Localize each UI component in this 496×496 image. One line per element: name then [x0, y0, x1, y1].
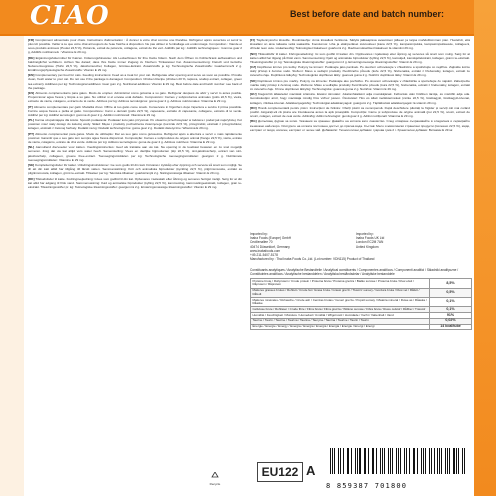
best-before-label: Best before date and batch number:	[290, 9, 445, 19]
language-text: Karma uzupełniająca dla kotów. Sposób podawania: Podawać kotu jako przysmak. Po otwarciu przechowywać w lodówce i podać jak najszybciej. Kot powinien mieć stały dostęp do świeżej wody. Skład: Mięso i produkty pochodzenia zwierzęcego (kurczak 22,5 %), przegrzebki, ekstrakt z przegrzebków, kolagen, ekstrakt z zielonej herbaty. Dodatki na kg: Dodatki technologiczne: guma guar 2 g. Dodatki dietetyczne: Witamina E 29 mg.	[28, 118, 242, 131]
multilingual-text-left	[28, 38, 242, 478]
manufacturer-line: Manufactured by : Thai Inaba Foods Co.,Ltd. (Lot number: VDN115) Product of Thailand	[250, 257, 375, 262]
eu-code-box: EU122	[257, 462, 303, 482]
barcode-bar	[368, 448, 369, 474]
barcode-bar	[441, 448, 442, 474]
nutrient-label: Matières minérales / Rohasche / Crude ash / Cenizas brutas / Ceneri grezze / Popiół surowy / Matéria mineral / Ruwe as / Råaska / Råaske	[251, 297, 430, 306]
language-text: Complementary pet food for cats. Feeding instructions: Feed as a treat for your cat. Refrigerate after opening and serve as soon as possible. Provide clean, fresh water to your cat. Do not use if the package is damaged. Composition: Chicken Recipe (chicken 20 %, tapioca, scallop extract, collagen, green tea extract). Additives per kg: Technological additives: Guar gum 2 g. Nutritional additives: Vitamin E 29 mg. Best before date and batch number: see back of the package.	[28, 73, 242, 90]
language-text: Täydennysrehu kissoille. Ruokintaohje: Anna kissallesi herkkuna. Säilytä jääkaapissa avaamisen jälkeen ja tarjoa mahdollisimman pian. Huolehdi, että kissallasi on aina raikasta vettä saatavilla. Koostumus: Liha ja eläinperäiset sivutuotteet (kana 22,5 %), kampasimpukka, kampasimpukkauute, kollageeni, vihreän teen uute. Lisäaineet/kg: Teknologiset lisäaineet: guarkumi 2 g. Ravitsemukselliset lisäaineet: E-vitamiini 29 mg.	[250, 38, 470, 51]
nutrient-value: 0,1%	[430, 307, 472, 313]
language-code: [FI]	[250, 38, 257, 42]
language-paragraph	[250, 79, 470, 91]
address-line: www.inabafoods.com	[250, 248, 281, 253]
nutrient-value: 8,5%	[430, 279, 472, 288]
language-code: [IT]	[28, 104, 34, 109]
nutrition-row	[251, 297, 472, 306]
language-paragraph	[28, 91, 242, 103]
language-text: Alimento complementare per gatti. Modalità d'uso: Offrire al tuo gatto come snack. Conservare in frigorifero dopo l'apertura e servire il prima possibile. Fornire acqua fresca e pulita al gatto. Composizione: Carni e derivati (pollo 22,5 %), capesante, estratto di capesante, collagene, estratto di tè verde. Additivi per kg: Additivi tecnologici: gomma di guar 2 g. Additivi nutrizionali: Vitamina E 29 mg.	[28, 104, 242, 117]
language-text: Допълващ фураж за котки. Указания за хранене: Давайте на котката като лакомство. След отваряне съхранявайте в хладилник и сервирайте възможно най-скоро. Осигурете на котката постоянен достъп до прясна вода. Състав: Месо и животински странични продукти (пилешко 22,5 %), миди, екстракт от миди, колаген, екстракт от зелен чай. Добавки/кг: Технологични добавки: гуарова гума 2 г. Хранителни добавки: Витамин Е 29 мг.	[250, 119, 470, 132]
language-paragraph	[250, 52, 470, 64]
nutrition-intro: Constituants analytiques / Analytische Bestandteile / Analytical constituents / Componentes analíticos / Componenti analitici / Składniki analityczne / Constituintes analíticos / Analytische bestanddelen / Analytiska beståndsdelar / Analytiske bestanddele	[250, 268, 459, 277]
nutrient-value: 14 kcal/tube	[430, 324, 472, 330]
nutrition-row	[251, 324, 472, 330]
language-paragraph	[250, 106, 470, 118]
language-code: [CZ]	[250, 65, 258, 70]
header-band	[0, 0, 496, 36]
language-text: Aanvullend diervoeder voor katten. Voedingsinstructies: Geef als traktatie aan uw kat. Na opening in de koelkast bewaren en zo snel mogelijk serveren. Zorg dat uw kat altijd vers water heeft. Samenstelling: Vlees en dierlijke bijproducten (kip 22,5 %), sint-jakobsschelp, extract van sint-jakobsschelp, collageen, groene thee-extract. Toevoegingsmiddelen per kg: Technologische toevoegingsmiddelen: guargom 2 g. Nutritionele toevoegingsmiddelen: Vitamine E 29 mg.	[28, 145, 242, 162]
recycle-info	[200, 472, 230, 486]
language-paragraph	[250, 92, 470, 104]
language-code: [SK]	[250, 78, 258, 83]
address-line: +49-211-5407-5178	[250, 253, 278, 258]
barcode-bar	[355, 448, 356, 474]
left-edge-strip	[0, 0, 24, 496]
barcode-bar	[406, 448, 407, 474]
nutrition-row	[251, 279, 472, 288]
address-block	[250, 232, 470, 261]
language-code: [NO]	[250, 51, 258, 56]
language-paragraph	[28, 145, 242, 161]
barcode-bar	[384, 448, 385, 474]
barcode-bar	[338, 448, 339, 474]
language-text: Alimento complementario para gatos. Modo de empleo: Administrar como golosina a su gato. Refrigerar después de abrir y servir lo antes posible. Proporcionar agua fresca y limpia a su gato. No utilizar si el envase está dañado. Composición: Carnes y subproductos animales (pollo 22,5 %), vieira, extracto de vieira, colágeno, extracto de té verde. Aditivos por kg: Aditivos tecnológicos: goma guar 2 g. Aditivos nutricionales: Vitamina E 29 mg.	[28, 91, 242, 104]
barcode-bar	[453, 448, 454, 474]
nutrient-value: 91%	[430, 313, 472, 319]
language-code: [RO]	[250, 105, 259, 110]
address-uk	[356, 232, 461, 249]
recycle-icon	[209, 472, 221, 481]
barcode-bar	[429, 448, 430, 474]
barcode	[330, 448, 466, 482]
barcode-bar	[351, 448, 352, 474]
nutrient-label: Cellulose brute / Rohfaser / Crude fibre / Fibra bruta / Fibra grezza / Włókno surowe / Fibra bruta / Ruwe celstof / Råfiber / Træstof	[251, 307, 430, 313]
address-line: Inaba Foods (Europe) GmbH	[250, 236, 292, 241]
address-line: Cecilienallee 70	[250, 240, 273, 245]
address-line: London EC2M 7AN	[355, 240, 384, 245]
barcode-bar	[380, 448, 381, 474]
barcode-bar	[414, 448, 415, 474]
language-code: [NL]	[28, 145, 36, 150]
language-code: [HU]	[250, 92, 258, 97]
language-paragraph	[28, 132, 242, 144]
barcode-bar	[462, 448, 463, 474]
barcode-bar	[404, 448, 405, 474]
language-code: [ES]	[28, 91, 36, 96]
language-code: [BG]	[250, 119, 258, 124]
language-text: Complément alimentaire pour chats. Instructions d'alimentation : À donner à votre chat comme une friandise. Réfrigérer après ouverture et servir le plus tôt possible. Veiller à ce que votre chat ait toujours de l'eau fraîche à disposition. Ne pas utiliser si l'emballage est endommagé. Composition : Viande et sous-produits animaux (Poulet 22,5 %), Pétoncle, extrait de pétoncle, collagène, extrait de thé vert. Additifs par kg : Additifs technologiques : Gomme guar 2 g, Additifs nutritionnels : Vitamine E 29 mg.	[28, 38, 242, 55]
address-line: Imported by:	[355, 232, 374, 236]
language-code: [PT]	[28, 131, 36, 136]
address-line: Inaba Foods UK Ltd	[355, 236, 385, 241]
language-text: Doplňkové krmivo pro kočky. Pokyny ke krmení: Podávejte jako pamlsek. Po otevření uchovávejte v chladničce a spotřebujte co nejdříve. Zajistěte kočce stálý přístup k čerstvé vodě. Složení: Maso a vedlejší produkty živočišného původu (kuře 22,5 %), hřebenatka, extrakt z hřebenatky, kolagen, extrakt ze zeleného čaje. Doplňkové látky/kg: Technologické doplňkové látky: guarová guma 2 g. Nutriční doplňkové látky: Vitamin E 29 mg.	[250, 65, 470, 78]
language-paragraph	[250, 119, 470, 131]
language-paragraph	[28, 177, 242, 189]
language-code: [EN]	[28, 73, 36, 78]
eu-code-letter: A	[306, 463, 316, 478]
address-line: Imported by:	[250, 232, 268, 236]
language-text: Tilskudsfoder til katte. Fodringsvejledning: Gives som godbid til din kat. Opbevares i køleskab efter åbning og serveres hurtigst muligt. Sørg for at din kat altid har adgang til frisk vand. Sammensætning: Kød og animalske biprodukter (kylling 22,5 %), kammusling, kammuslingeekstrakt, kollagen, grøn te-ekstrakt. Tilsætningsstoffer pr. kg: Teknologiske tilsætningsstoffer: guargummi 2 g. Ernæringsmæssige tilsætningsstoffer: Vitamin E 29 mg.	[28, 176, 242, 189]
language-text: Ergänzungsfuttermittel für Katzen. Fütterungshinweise: Als Leckerbissen für Ihre Katze füttern. Nach dem Öffnen im Kühlschrank aufbewahren und baldmöglichst verfüttern. Achten Sie darauf, dass Ihre Katze immer Zugang zu frischem Trinkwasser hat. Zusammensetzung: Fleisch und tierische Nebenerzeugnisse (Huhn 22,5 %), Jakobsmuschel, Kollagen, Grüntee-Extrakt. Zusatzstoffe je kg: Technologische Zusatzstoffe: Guarkernmehl 2 g. Ernährungsphysiologische Zusatzstoffe: Vitamin E 29 mg.	[28, 55, 242, 72]
barcode-bar	[392, 448, 393, 474]
multilingual-text-right	[250, 38, 470, 228]
barcode-number: 8 859387 701800	[326, 482, 408, 490]
nutrient-label: Matières grasses brutes / Rohfett / Crude fat / Grasa bruta / Grassi grezzi / Tłuszcz surowy / Gordura bruta / Ruw vet / Råfett / Råfedt	[251, 288, 430, 297]
language-text: Hrană complementară pentru pisici. Instrucțiuni de hrănire: Oferiți pisicii ca recompensă. După deschidere păstrați la frigider și serviți cât mai curând posibil. Asigurați-vă că pisica are întotdeauna acces la apă proaspătă. Compoziție: Carne și subproduse de origine animală (pui 22,5 %), scoici, extract de scoici, colagen, extract de ceai verde. Aditivi/kg: Aditivi tehnologici: gumă guar 2 g. Aditivi nutriționali: Vitamina E 29 mg.	[250, 105, 470, 119]
language-paragraph	[250, 65, 470, 77]
language-code: [PL]	[28, 118, 35, 123]
language-paragraph	[28, 73, 242, 89]
nutrient-value: 0,02%	[430, 318, 472, 324]
language-paragraph	[28, 38, 242, 54]
language-text: Alimento complementar para gatos. Modo de utilização: Dar ao seu gato como guloseima. Refrigerar após a abertura e servir o mais rapidamente possível. Garantir que o seu gato tem sempre água fresca disponível. Composição: Carnes e subprodutos de origem animal (frango 22,5 %), vieira, extrato de vieira, colagénio, extrato de chá verde. Aditivos por kg: Aditivos tecnológicos: goma de guar 2 g. Aditivos nutritivos: Vitamina E 29 mg.	[28, 131, 242, 144]
address-eu	[250, 232, 355, 257]
language-paragraph	[28, 163, 242, 175]
barcode-bar	[359, 448, 360, 474]
language-text: Kiegészítő állateledel macskák számára. Etetési útmutató: Jutalomfalatként adja macskájának. Felbontás után hűtőben tárolja, és mielőbb adja oda. Gondoskodjon arról, hogy macskája mindig friss vízhez jusson. Összetétel: Hús és állati melléktermékek (csirke 22,5 %), fésűkagyló, fésűkagyló-kivonat, kollagén, zöldtea-kivonat. Adalékanyagok/kg: Technológiai adalékanyagok: guargumi 2 g. Táplálkozási adalékanyagok: E-vitamin 29 mg.	[250, 92, 470, 105]
brand-logo: CIAO	[30, 1, 110, 31]
nutrient-label: Taurine / Taurin / Taurine / Taurina / Taurina / Tauryna / Taurina / Taurine / Taurin / Taurin	[251, 318, 430, 324]
barcode-bar	[376, 448, 377, 474]
language-paragraph	[250, 38, 470, 50]
barcode-bar	[449, 448, 450, 474]
barcode-bar	[330, 448, 331, 474]
language-code: [DE]	[28, 55, 36, 60]
nutrient-value: 0,5%	[430, 288, 472, 297]
nutrient-value: 0,1%	[430, 297, 472, 306]
language-paragraph	[28, 118, 242, 130]
nutrient-label: Énergie / Energie / Energy / Energía / Energia / Energia / Energia / Energie / Energi / Energi	[251, 324, 430, 330]
language-paragraph	[28, 56, 242, 72]
address-line: 40474 Düsseldorf, Germany	[250, 244, 290, 249]
nutrient-label: Protéine brute / Rohprotein / Crude protein / Proteína bruta / Proteina grezza / Białko surowe / Proteína bruta / Ruw eiwit / Råprotein / Råprotein	[251, 279, 430, 288]
nutrient-label: Humidité / Feuchtigkeit / Moisture / Humedad / Umidità / Wilgotność / Humidade / Vocht / Vattenhalt / Vand	[251, 313, 430, 319]
language-code: [FR]	[28, 38, 36, 42]
nutrition-table	[250, 278, 472, 330]
language-code: [DK]	[28, 176, 36, 181]
recycle-text: Recycle	[209, 482, 221, 486]
language-text: Kompletteringsfoder för katter. Utfodringsinstruktioner: Ge som godis till din katt. Förvaras i kylskåp efter öppning och servera så snart som möjligt. Se till att din katt alltid har tillgång till färskt vatten. Sammansättning: Kött och animaliska biprodukter (kyckling 22,5 %), pilgrimsmussla, extrakt av pilgrimsmussla, kollagen, grönt te-extrakt. Tillsatser per kg: Tekniska tillsatser: guarkärnmjöl 2 g. Näringsmässiga tillsatser: Vitamin E 29 mg.	[28, 163, 242, 176]
language-paragraph	[28, 105, 242, 117]
language-text: Tilskuddsfôr til katter. Fôringsveiledning: Gi som godbit til katten din. Oppbevares i kjøleskap etter åpning og serveres så snart som mulig. Sørg for at katten alltid har tilgang på friskt vann. Sammensetning: Kjøtt og animalske biprodukter (kylling 22,5 %), kamskjell, kamskjellekstrakt, kollagen, grønn te-ekstrakt. Tilsetningsstoffer pr. kg: Teknologiske tilsetningsstoffer: guargummi 2 g. Ernæringsmessige tilsetningsstoffer: Vitamin E 29 mg.	[250, 51, 470, 64]
barcode-bar	[340, 448, 341, 474]
address-line: United Kingdom	[355, 244, 379, 249]
right-edge-strip	[474, 0, 496, 496]
language-code: [SE]	[28, 163, 36, 167]
barcode-bar	[434, 448, 435, 474]
nutrition-table-block	[250, 268, 472, 330]
nutrition-row	[251, 288, 472, 297]
barcode-bar	[421, 448, 422, 474]
language-text: Doplnkové krmivo pre mačky. Pokyny na kŕmenie: Podávajte ako pochúťku. Po otvorení uchovávajte v chladničke a spotrebujte čo najskôr. Zabezpečte mačke stály prístup k čerstvej vode. Zloženie: Mäso a vedľajšie produkty živočíšneho pôvodu (kura 22,5 %), hrebenatka, extrakt z hrebenatky, kolagén, extrakt zo zeleného čaju. Kŕmne doplnkové látky/kg: Technologické: guarová guma 2 g. Nutričné: Vitamín E 29 mg.	[250, 78, 470, 91]
